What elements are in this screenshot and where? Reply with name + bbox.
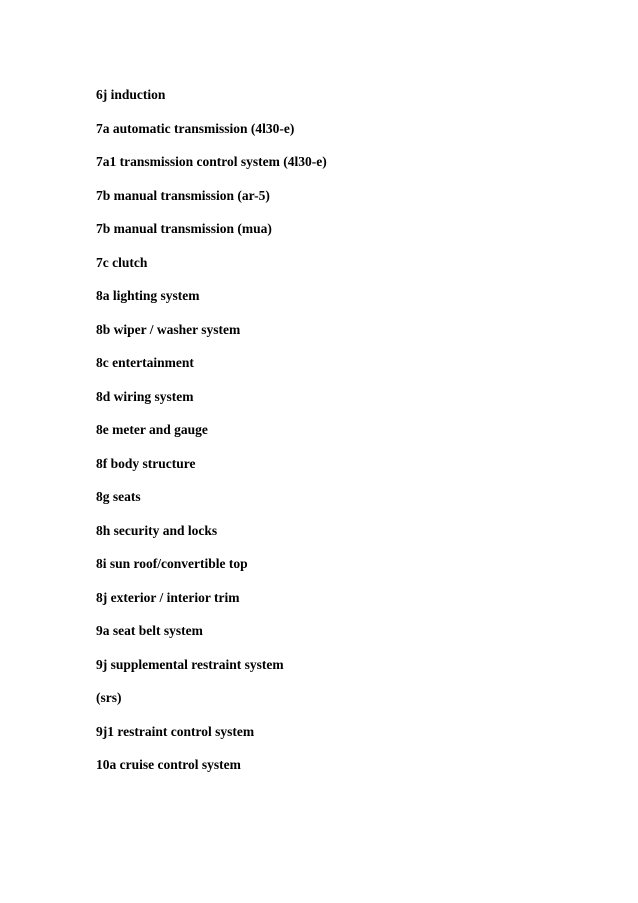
section-entry: 8e meter and gauge bbox=[96, 422, 208, 437]
section-entry: 8h security and locks bbox=[96, 522, 218, 538]
section-entry: 9j supplemental restraint system bbox=[96, 656, 284, 672]
section-entry: 7c clutch bbox=[96, 254, 148, 270]
section-entry: 7b manual transmission (mua) bbox=[96, 221, 272, 236]
section-entry: 8i sun roof/convertible top bbox=[96, 556, 248, 571]
section-entry: 7a automatic transmission (4l30-e) bbox=[96, 120, 295, 136]
section-list bbox=[96, 85, 327, 789]
section-entry: 10a cruise control system bbox=[96, 757, 241, 772]
section-entry: 8b wiper / washer system bbox=[96, 321, 241, 337]
section-entry: 7b manual transmission (ar-5) bbox=[96, 187, 270, 203]
section-entry: 8c entertainment bbox=[96, 355, 194, 370]
section-entry: 9j1 restraint control system bbox=[96, 723, 255, 739]
section-entry: 6j induction bbox=[96, 87, 166, 102]
section-entry: 8a lighting system bbox=[96, 288, 200, 303]
section-entry: 7a1 transmission control system (4l30-e) bbox=[96, 154, 327, 169]
section-entry: 8j exterior / interior trim bbox=[96, 589, 240, 605]
section-entry: (srs) bbox=[96, 690, 122, 705]
section-entry: 8g seats bbox=[96, 489, 141, 504]
section-entry: 9a seat belt system bbox=[96, 623, 203, 638]
section-entry: 8d wiring system bbox=[96, 388, 194, 404]
section-entry: 8f body structure bbox=[96, 455, 196, 471]
